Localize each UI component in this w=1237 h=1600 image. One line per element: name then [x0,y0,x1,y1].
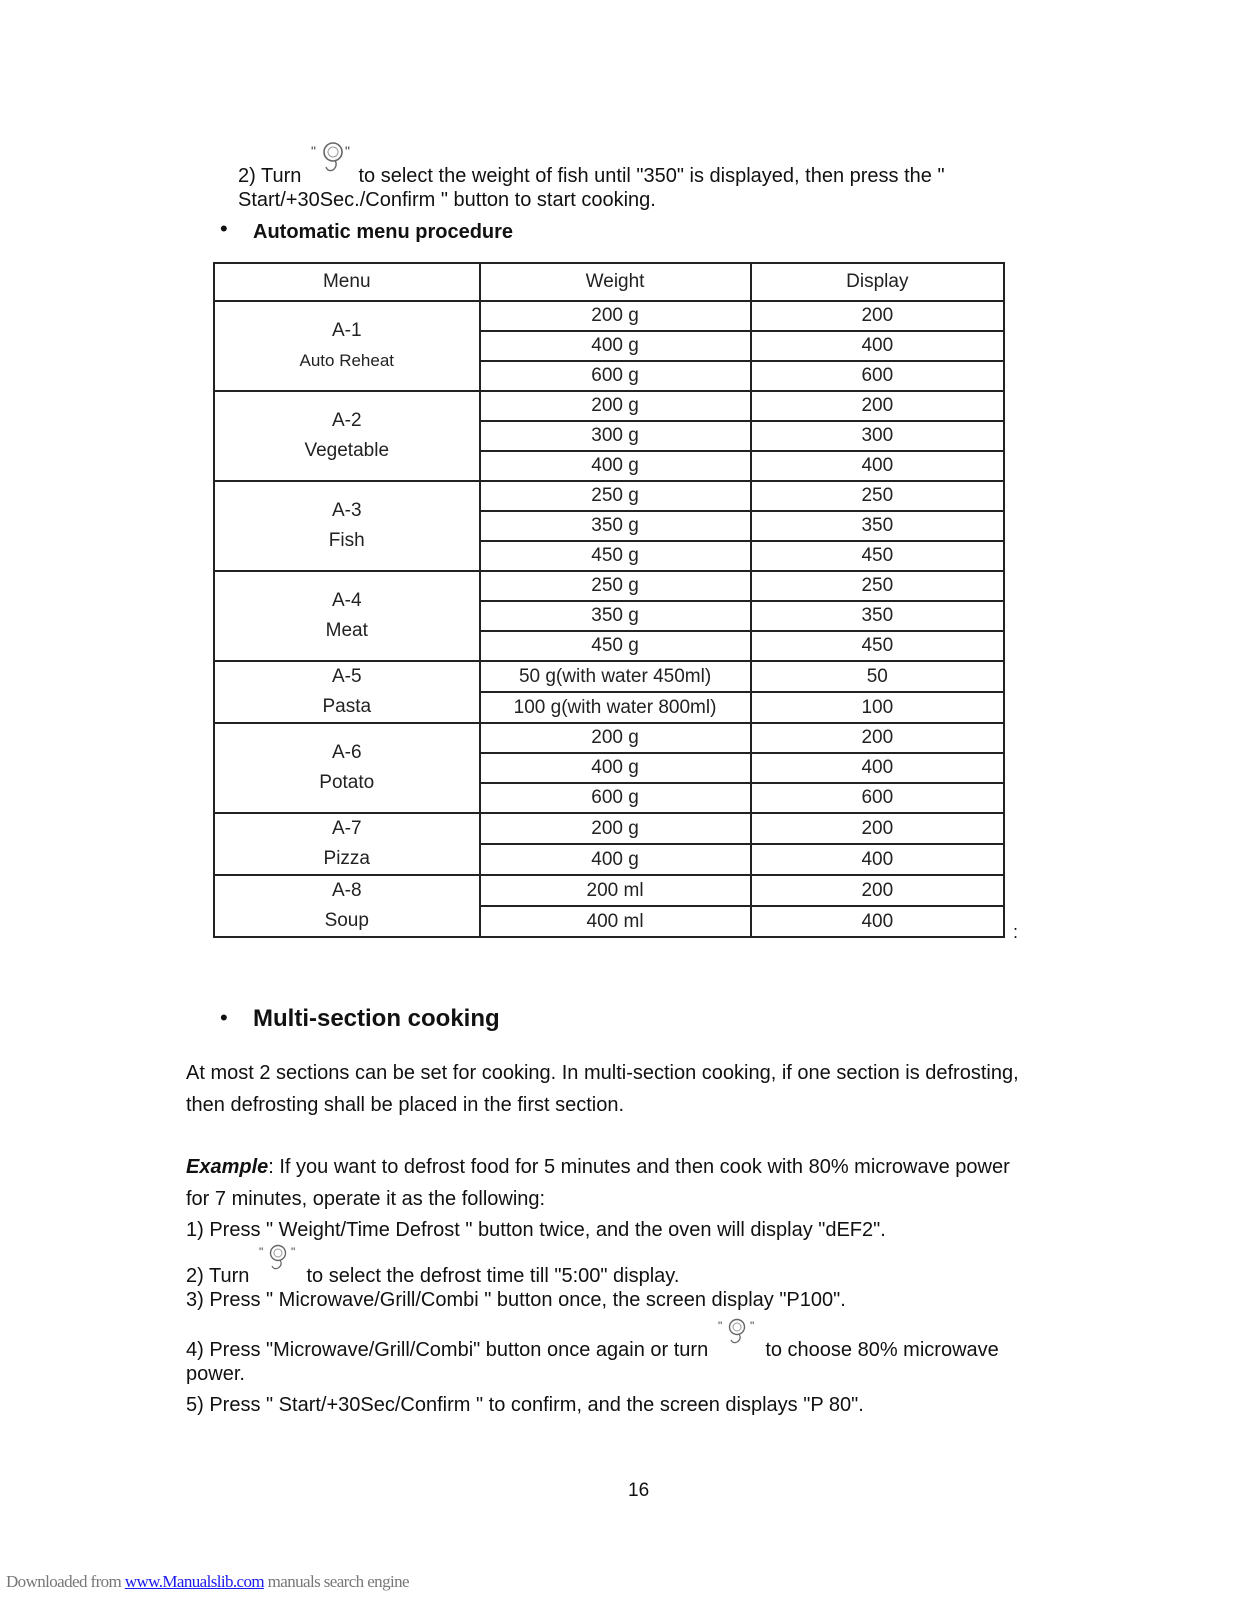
display-cell: 200 [751,391,1004,421]
footer-suffix: manuals search engine [264,1572,409,1591]
menu-cell-a6 [214,723,480,813]
trailing-colon: : [1013,922,1019,942]
menu-code: A-8 [331,880,362,901]
weight-cell: 450 g [480,541,751,571]
menu-code: A-3 [331,500,362,521]
menu-code: A-2 [331,410,362,431]
table-row [214,481,1004,511]
header-weight: Weight [480,263,751,301]
step-4-suffix: to choose 80% microwave [765,1339,999,1361]
svg-text:": " [749,1319,755,1333]
header-menu: Menu [214,263,480,301]
table-row [214,813,1004,844]
weight-cell: 200 g [480,391,751,421]
weight-cell: 450 g [480,631,751,661]
auto-menu-table [213,262,1005,938]
table-row [214,723,1004,753]
example-line-2: for 7 minutes, operate it as the following: [186,1188,546,1210]
display-cell: 400 [751,331,1004,361]
display-cell: 450 [751,541,1004,571]
header-display: Display [751,263,1004,301]
step-4-prefix: 4) Press "Microwave/Grill/Combi" button once again or turn [186,1339,709,1361]
table-row [214,391,1004,421]
example-label: Example [186,1156,269,1178]
step-4-line-2: power. [186,1363,245,1385]
display-cell: 50 [751,661,1004,692]
menu-name: Pasta [322,696,372,717]
svg-text:": " [344,143,350,159]
step-4 [186,1319,999,1366]
svg-text:": " [310,143,316,159]
weight-cell: 200 g [480,813,751,844]
intro-turn-prefix: 2) Turn [238,165,302,187]
display-cell: 200 [751,813,1004,844]
example-text: : If you want to defrost food for 5 minutes and then cook with 80% microwave power [268,1156,1010,1178]
menu-code: A-7 [331,818,362,839]
display-cell: 350 [751,511,1004,541]
menu-cell-a5 [214,661,480,723]
display-cell: 400 [751,844,1004,875]
multi-heading: Multi-section cooking [253,1005,500,1032]
menu-cell-a1 [214,301,480,391]
display-cell: 200 [751,723,1004,753]
menu-name: Vegetable [304,440,390,461]
weight-cell: 600 g [480,783,751,813]
menu-code: A-1 [331,320,362,341]
step-2-prefix: 2) Turn [186,1265,250,1287]
bullet-icon: • [220,216,228,241]
menu-name: Soup [324,910,369,931]
step-2-suffix: to select the defrost time till "5:00" display. [306,1265,680,1287]
dial-knob-hand-icon [307,143,353,186]
svg-text:": " [717,1319,723,1333]
manualslib-link[interactable]: www.Manualslib.com [124,1572,265,1591]
step-1: 1) Press " Weight/Time Defrost " button twice, and the oven will display "dEF2". [186,1219,886,1241]
display-cell: 250 [751,571,1004,601]
display-cell: 200 [751,301,1004,331]
weight-cell: 200 ml [480,875,751,906]
display-cell: 100 [751,692,1004,723]
display-cell: 450 [751,631,1004,661]
intro-line-2: Start/+30Sec./Confirm " button to start cooking. [238,189,656,211]
table-row [214,571,1004,601]
menu-code: A-5 [331,666,362,687]
menu-name: Auto Reheat [299,351,395,370]
table-header-row [214,263,1004,301]
menu-cell-a4 [214,571,480,661]
bullet-icon: • [220,1005,228,1030]
svg-text:": " [258,1245,264,1259]
menu-name: Pizza [323,848,370,869]
display-cell: 250 [751,481,1004,511]
menu-cell-a7 [214,813,480,875]
svg-text:": " [290,1245,296,1259]
weight-cell: 350 g [480,601,751,631]
menu-name: Fish [328,530,365,551]
menu-code: A-6 [331,742,362,763]
table-row [214,875,1004,906]
menu-name: Potato [319,772,375,793]
footer-prefix: Downloaded from [6,1572,125,1591]
weight-cell: 300 g [480,421,751,451]
auto-menu-heading: Automatic menu procedure [253,221,514,243]
display-cell: 600 [751,361,1004,391]
table-row [214,661,1004,692]
menu-code: A-4 [331,590,362,611]
menu-cell-a2 [214,391,480,481]
multi-para-line-1: At most 2 sections can be set for cooking. In multi-section cooking, if one section is defrosting, [186,1062,1019,1084]
display-cell: 350 [751,601,1004,631]
display-cell: 600 [751,783,1004,813]
display-cell: 200 [751,875,1004,906]
display-cell: 300 [751,421,1004,451]
display-cell: 400 [751,451,1004,481]
display-cell: 400 [751,906,1004,937]
weight-cell: 50 g(with water 450ml) [480,661,751,692]
menu-cell-a3 [214,481,480,571]
display-cell: 400 [751,753,1004,783]
intro-turn-suffix: to select the weight of fish until "350" is displayed, then press the " [358,165,945,187]
table-row [214,301,1004,331]
weight-cell: 100 g(with water 800ml) [480,692,751,723]
step-3: 3) Press " Microwave/Grill/Combi " button once, the screen display "P100". [186,1289,846,1311]
menu-name: Meat [325,620,368,641]
weight-cell: 250 g [480,571,751,601]
dial-knob-hand-icon [255,1245,301,1286]
step-5: 5) Press " Start/+30Sec/Confirm " to confirm, and the screen displays "P 80". [186,1394,864,1416]
weight-cell: 600 g [480,361,751,391]
weight-cell: 250 g [480,481,751,511]
menu-cell-a8 [214,875,480,937]
weight-cell: 400 g [480,451,751,481]
example-line-1 [186,1151,1010,1183]
weight-cell: 400 g [480,753,751,783]
weight-cell: 200 g [480,723,751,753]
weight-cell: 350 g [480,511,751,541]
weight-cell: 400 g [480,844,751,875]
multi-para-line-2: then defrosting shall be placed in the first section. [186,1094,625,1116]
dial-knob-hand-icon [714,1319,760,1360]
page-number: 16 [628,1480,650,1501]
weight-cell: 400 ml [480,906,751,937]
footer [6,1572,409,1592]
weight-cell: 400 g [480,331,751,361]
weight-cell: 200 g [480,301,751,331]
